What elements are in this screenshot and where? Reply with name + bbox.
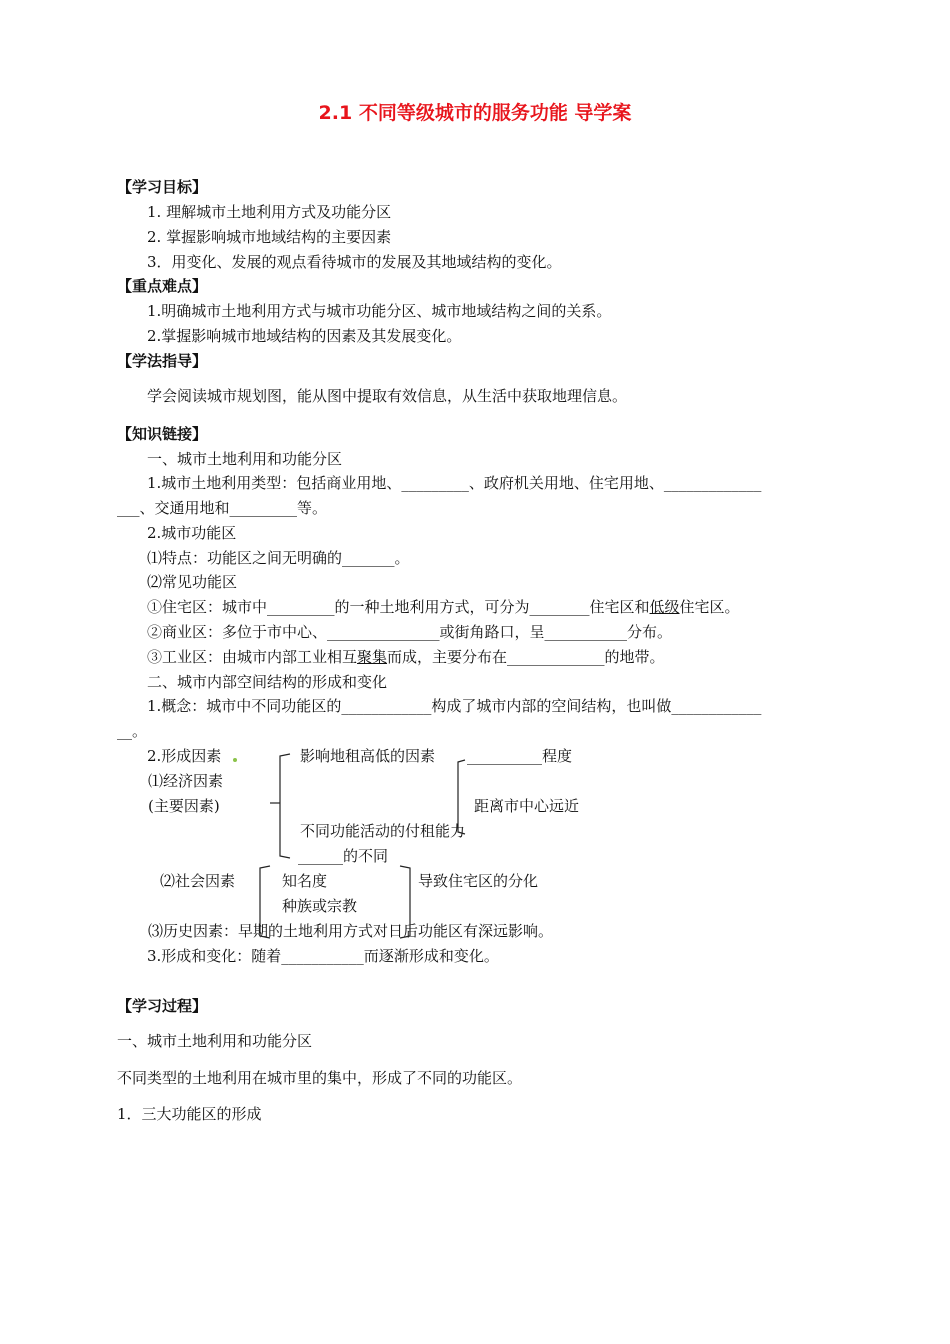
diagram-rent-factor: 影响地租高低的因素 [300,747,436,765]
diagram-social: ⑵社会因素 [160,872,236,890]
economic-bracket [280,754,290,858]
process-subheading: 1．三大功能区的形成 [117,1105,262,1123]
key-point-item: 1.明确城市土地利用方式与城市功能分区、城市地域结构之间的关系。 [147,302,612,320]
page-title: 2.1 不同等级城市的服务功能 导学案 [318,102,632,124]
diagram-race: 种族或宗教 [282,897,358,915]
fill-in-line: __。 [117,722,148,740]
method-heading: 【学法指导】 [117,352,208,370]
diagram-fame: 知名度 [282,872,328,890]
objective-item: 2. 掌握影响城市地域结构的主要因素 [147,228,392,246]
fill-in-line: 1.城市土地利用类型：包括商业用地、_________、政府机关用地、住宅用地、_____________ [147,474,762,492]
key-points-heading: 【重点难点】 [117,277,208,295]
diagram-distance: 距离市中心远近 [474,797,580,815]
knowledge-line: ⑵常见功能区 [147,573,238,591]
diagram-economic-note: (主要因素) [148,797,220,815]
line-text: ①住宅区：城市中_________的一种土地利用方式，可分为________住宅区和 [147,598,650,616]
fill-in-line: 3.形成和变化：随着___________而逐渐形成和变化。 [147,947,499,965]
diagram-residential-diff: 导致住宅区的分化 [418,872,539,890]
diagram-bid-rent: 不同功能活动的付租能力 [300,822,466,840]
diagram-degree: __________程度 [467,747,573,765]
underlined-word: 聚集 [357,648,388,666]
fill-in-line: ⑴特点：功能区之间无明确的_______。 [147,549,410,567]
fill-in-line: 1.概念：城市中不同功能区的____________构成了城市内部的空间结构，也叫做____________ [147,697,762,715]
underlined-word: 低级 [649,598,680,616]
objective-item: 1. 理解城市土地利用方式及功能分区 [147,203,392,221]
rent-bracket [458,760,465,834]
section-heading: 一、城市土地利用和功能分区 [117,1032,313,1050]
line-text: 住宅区。 [679,598,740,616]
knowledge-line: 2.形成因素 [147,747,222,765]
diagram-bid-rent-diff: ______的不同 [298,847,389,865]
section-heading: 二、城市内部空间结构的形成和变化 [147,673,388,691]
social-bracket-right [400,866,410,938]
fill-in-line: ___、交通用地和_________等。 [117,499,328,517]
line-text: ③工业区：由城市内部工业相互 [147,648,358,666]
process-paragraph: 不同类型的土地利用在城市里的集中，形成了不同的功能区。 [117,1069,523,1087]
method-text: 学会阅读城市规划图，能从图中提取有效信息，从生活中获取地理信息。 [147,387,628,405]
diagram-economic: ⑴经济因素 [148,772,224,790]
diagram-history: ⑶历史因素：早期的土地利用方式对日后功能区有深远影响。 [148,922,554,940]
objective-item: 3．用变化、发展的观点看待城市的发展及其地域结构的变化。 [147,253,562,271]
process-heading: 【学习过程】 [117,997,208,1015]
section-heading: 一、城市土地利用和功能分区 [147,450,343,468]
objectives-heading: 【学习目标】 [117,178,208,196]
social-bracket-left [260,866,270,938]
key-point-item: 2.掌握影响城市地域结构的因素及其发展变化。 [147,327,462,345]
fill-in-line: ②商业区：多位于市中心、_______________或街角路口，呈___________分布。 [147,623,673,641]
knowledge-heading: 【知识链接】 [117,425,208,443]
line-text: 而成，主要分布在_____________的地带。 [387,648,665,666]
knowledge-line: 2.城市功能区 [147,524,237,542]
